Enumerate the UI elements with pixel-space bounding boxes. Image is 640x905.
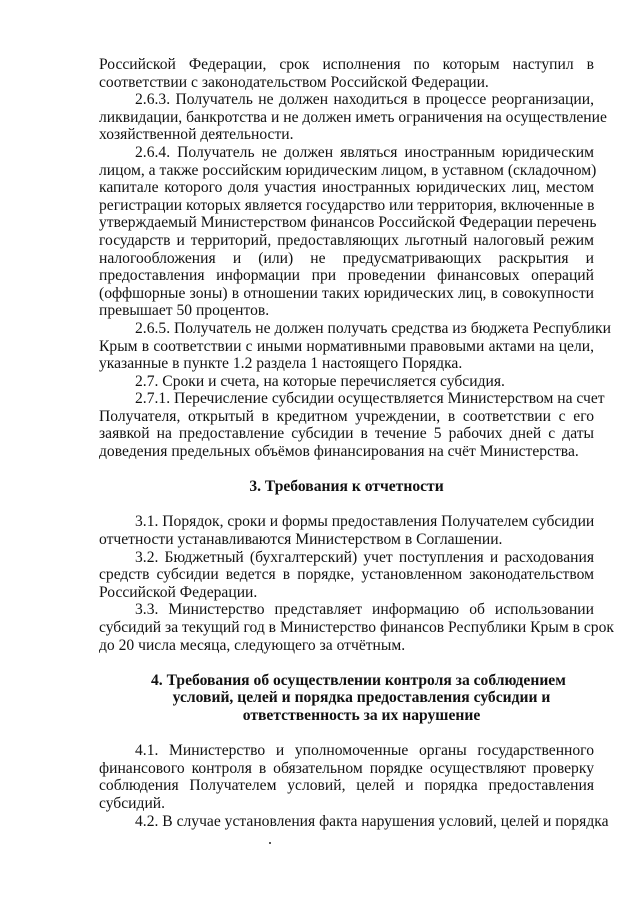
text-line: 2.6.3. Получатель не должен находиться в процессе реорганизации,: [135, 91, 594, 109]
text-line: налогообложения и (или) не предусматривающих раскрытия и: [99, 249, 594, 267]
text-line: финансового контроля в обязательном порядке осуществляют проверку: [99, 759, 594, 777]
text-line: соответствии с законодательством Российской Федерации.: [99, 73, 489, 91]
text-line: лицом, а также российским юридическим лицом, в уставном (складочном): [99, 161, 597, 179]
text-line: Получателя, открытый в кредитном учреждении, в соответствии с его: [99, 407, 594, 425]
section-heading-3: 3. Требования к отчетности: [249, 478, 444, 496]
text-line: 2.6.5. Получатель не должен получать средства из бюджета Республики: [135, 319, 611, 337]
text-line: субсидий за текущий год в Министерство финансов Республики Крым в срок: [99, 619, 614, 636]
text-line: субсидий.: [99, 794, 166, 812]
text-line: капитале которого доля участия иностранных юридических лиц, местом: [99, 179, 594, 197]
section-heading-4: условий, целей и порядка предоставления субсидии и: [172, 689, 551, 707]
text-line: доведения предельных объёмов финансирования на счёт Министерства.: [99, 443, 579, 461]
scan-speck: [269, 842, 271, 844]
text-line: соблюдения Получателем условий, целей и порядка предоставления: [99, 777, 594, 795]
section-heading-4: 4. Требования об осуществлении контроля за соблюдением: [151, 671, 566, 689]
text-line: до 20 числа месяца, следующего за отчётным.: [99, 636, 406, 654]
section-heading-4: ответственность за их нарушение: [242, 706, 481, 724]
text-line: превышает 50 процентов.: [99, 302, 270, 320]
text-line: отчетности устанавливаются Министерством в Соглашении.: [99, 531, 503, 549]
text-line: предоставления информации при проведении финансовых операций: [99, 267, 594, 285]
text-line: Российской Федерации, срок исполнения по которым наступил в: [99, 56, 594, 73]
text-line: средств субсидии ведется в порядке, установленном законодательством: [99, 566, 594, 584]
text-line: 2.7.1. Перечисление субсидии осуществляется Министерством на счет: [135, 390, 605, 408]
text-line: 4.2. В случае установления факта нарушения условий, целей и порядка: [135, 812, 609, 830]
text-line: утверждаемый Министерством финансов Российской Федерации перечень: [99, 214, 597, 232]
text-line: Крым в соответствии с иными нормативными правовыми актами на цели,: [99, 337, 594, 355]
text-line: 2.6.4. Получатель не должен являться иностранным юридическим: [135, 143, 594, 161]
text-line: 3.2. Бюджетный (бухгалтерский) учет поступления и расходования: [135, 548, 594, 566]
text-line: (оффшорные зоны) в отношении таких юридических лиц, в совокупности: [99, 284, 594, 302]
text-line: заявкой на предоставление субсидии в течение 5 рабочих дней с даты: [99, 425, 594, 443]
text-line: 3.1. Порядок, сроки и формы предоставления Получателем субсидии: [135, 513, 595, 531]
text-line: 3.3. Министерство представляет информацию об использовании: [135, 601, 594, 619]
text-line: Российской Федерации.: [99, 583, 258, 601]
text-line: 4.1. Министерство и уполномоченные органы государственного: [135, 742, 594, 760]
text-line: указанные в пункте 1.2 раздела 1 настоящего Порядка.: [99, 355, 463, 373]
text-line: 2.7. Сроки и счета, на которые перечисляется субсидия.: [135, 372, 505, 390]
text-line: государств и территорий, предоставляющих льготный налоговый режим: [99, 231, 594, 249]
text-line: ликвидации, банкротства и не должен иметь ограничения на осуществление: [99, 108, 607, 126]
text-line: хозяйственной деятельности.: [99, 126, 294, 144]
text-line: регистрации которых является государство или территория, включенные в: [99, 196, 595, 214]
